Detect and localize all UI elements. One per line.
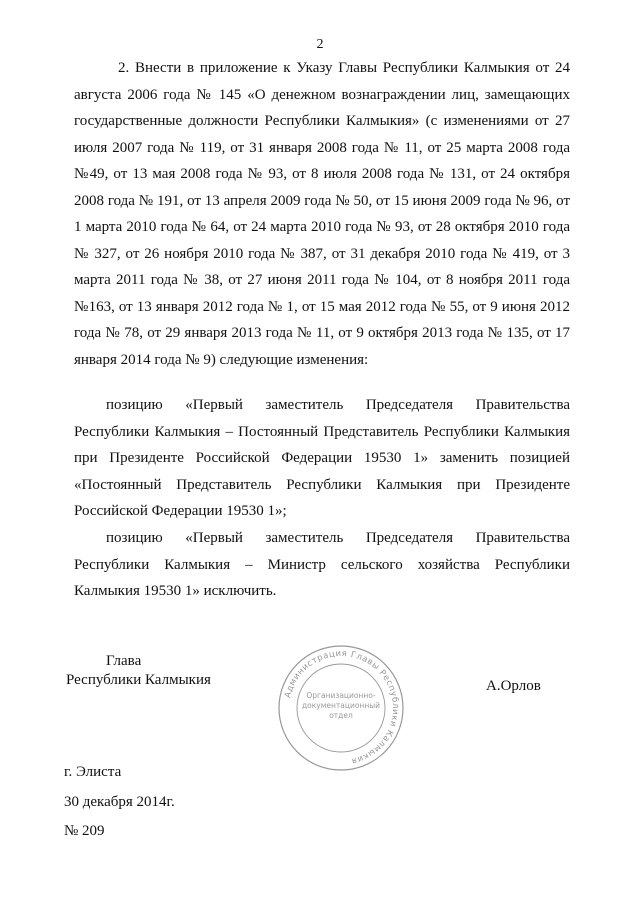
svg-text:документационный: документационный [301,701,381,710]
document-city: г. Элиста [64,764,122,780]
document-date: 30 декабря 2014г. [64,794,175,810]
signatory-name: А.Орлов [486,678,541,694]
svg-text:отдел: отдел [329,711,353,720]
second-position-paragraph: позицию «Первый заместитель Председателя Правительства Республики Калмыкия – Министр сельского хозяйства Республики Калмыкия 19530 1» исключить. [74,530,570,599]
main-paragraph: 2. Внести в приложение к Указу Главы Республики Калмыкия от 24 августа 2006 года № 145 «О денежном вознаграждении лиц, замещающих государственные должности Республики Калмыкия» (с изменениями от 27 июля 2007 года № 119, от 31 января 2008 года № 11, от 25 марта 2008 года №49, от 13 мая 2008 года № 93, от 8 июля 2008 года № 131, от 24 октября 2008 года № 191, от 13 апреля 2009 года № 50, от 15 июня 2009 года № 96, от 1 марта 2010 года № 64, от 24 марта 2010 года № 93, от 28 октября 2010 года № 327, от 26 ноября 2010 года № 387, от 31 декабря 2010 года № 419, от 3 марта 2011 года № 38, от 27 июня 2011 года № 104, от 8 ноября 2011 года №163, от 13 января 2012 года № 1, от 15 мая 2012 года № 55, от 9 июня 2012 года № 78, от 29 января 2013 года № 11, от 9 октября 2013 года № 135, от 17 января 2014 года № 9) следующие изменения: [74,60,570,368]
signatory-title-line1: Глава [106,653,142,669]
svg-text:Администрация Главы Республики: Администрация Главы Республики Калмыкия [283,648,401,766]
second-position-block [74,525,570,605]
page-number: 2 [316,37,324,52]
first-position-block [74,392,570,525]
signatory-title [66,652,211,690]
main-paragraph-block [74,55,570,373]
signatory-title-line2: Республики Калмыкия [66,672,211,688]
svg-text:Организационно-: Организационно- [306,691,376,700]
document-number: № 209 [64,823,105,839]
first-position-paragraph: позицию «Первый заместитель Председателя Правительства Республики Калмыкия – Постоянный Представитель Республики Калмыкия при Президенте Российской Федерации 19530 1» заменить позицией «Постоянный Представитель Республики Калмыкия при Президенте Российской Федерации 19530 1»; [74,397,570,519]
official-stamp-icon [276,643,406,773]
